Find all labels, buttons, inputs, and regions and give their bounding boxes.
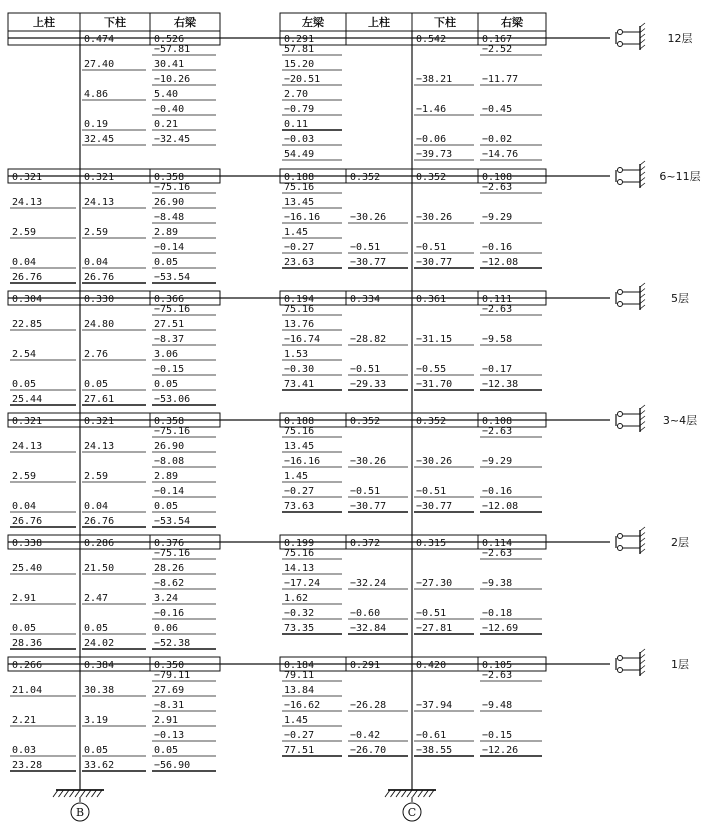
moment-right-0-0-0: 57.81 — [284, 44, 315, 55]
moment-right-0-2-3: −11.77 — [482, 74, 519, 85]
moment-right-1-2-0: −16.16 — [284, 212, 321, 223]
df-right-0-2: 0.542 — [416, 34, 447, 45]
df-right-5-3: 0.105 — [482, 660, 513, 671]
df-right-3-1: 0.352 — [350, 416, 381, 427]
moment-right-0-1-0: 15.20 — [284, 59, 315, 70]
moment-right-1-1-0: 13.45 — [284, 197, 315, 208]
moment-left-3-6-1: 26.76 — [84, 516, 115, 527]
df-left-4-1: 0.286 — [84, 538, 115, 549]
base-hatch-B-7 — [92, 790, 97, 797]
support-hatch-1-0 — [640, 161, 645, 165]
moment-right-2-0-3: −2.63 — [482, 304, 513, 315]
base-hatch-C-2 — [396, 790, 401, 797]
moment-left-2-3-1: 2.76 — [84, 349, 109, 360]
moment-right-1-4-2: −0.51 — [416, 242, 447, 253]
axis-label-1: C — [407, 806, 417, 819]
moment-left-1-6-2: −53.54 — [154, 272, 191, 283]
df-left-2-0: 0.304 — [12, 294, 43, 305]
moment-left-5-4-2: −0.13 — [154, 730, 185, 741]
df-right-5-2: 0.420 — [416, 660, 447, 671]
base-hatch-B-8 — [97, 790, 102, 797]
moment-right-3-4-1: −0.51 — [350, 486, 381, 497]
moment-left-0-2-2: −10.26 — [154, 74, 191, 85]
base-hatch-C-0 — [385, 790, 390, 797]
header-right-2: 下柱 — [434, 16, 456, 29]
support-roller-bottom-4 — [618, 546, 623, 551]
diagram-text — [12, 15, 701, 819]
moment-left-5-2-2: −8.31 — [154, 700, 185, 711]
moment-left-0-6-2: −32.45 — [154, 134, 191, 145]
moment-right-4-5-2: −27.81 — [416, 623, 453, 634]
df-left-1-1: 0.321 — [84, 172, 115, 183]
base-hatch-C-4 — [407, 790, 412, 797]
moment-right-2-4-0: −0.30 — [284, 364, 315, 375]
moment-left-4-3-2: 3.24 — [154, 593, 179, 604]
moment-right-0-0-3: −2.52 — [482, 44, 513, 55]
moment-left-2-6-1: 27.61 — [84, 394, 115, 405]
moment-left-5-1-0: 21.04 — [12, 685, 43, 696]
support-roller-top-4 — [618, 534, 623, 539]
moment-right-1-4-1: −0.51 — [350, 242, 381, 253]
moment-left-4-4-2: −0.16 — [154, 608, 185, 619]
moment-left-2-6-2: −53.06 — [154, 394, 191, 405]
moment-left-2-0-2: −75.16 — [154, 304, 191, 315]
header-left-2: 右梁 — [174, 16, 196, 29]
moment-right-5-2-0: −16.62 — [284, 700, 321, 711]
moment-right-2-0-0: 75.16 — [284, 304, 315, 315]
moment-right-1-3-0: 1.45 — [284, 227, 309, 238]
moment-left-3-6-2: −53.54 — [154, 516, 191, 527]
moment-right-3-2-3: −9.29 — [482, 456, 513, 467]
moment-left-3-5-1: 0.04 — [84, 501, 109, 512]
moment-right-1-0-3: −2.63 — [482, 182, 513, 193]
support-roller-top-3 — [618, 412, 623, 417]
moment-right-4-3-0: 1.62 — [284, 593, 309, 604]
moment-right-3-0-3: −2.63 — [482, 426, 513, 437]
support-roller-bottom-3 — [618, 424, 623, 429]
df-right-4-2: 0.315 — [416, 538, 447, 549]
moment-left-2-3-2: 3.06 — [154, 349, 179, 360]
moment-right-1-5-3: −12.08 — [482, 257, 519, 268]
moment-right-5-5-3: −12.26 — [482, 745, 519, 756]
moment-left-5-3-0: 2.21 — [12, 715, 37, 726]
moment-right-4-0-0: 75.16 — [284, 548, 315, 559]
moment-right-0-7-0: 54.49 — [284, 149, 315, 160]
moment-right-2-5-3: −12.38 — [482, 379, 519, 390]
base-hatch-C-8 — [429, 790, 434, 797]
base-hatch-B-6 — [86, 790, 91, 797]
moment-left-5-5-0: 0.03 — [12, 745, 37, 756]
moment-left-2-1-0: 22.85 — [12, 319, 43, 330]
moment-right-0-7-2: −39.73 — [416, 149, 453, 160]
support-hatch-2-0 — [640, 283, 645, 287]
moment-left-0-1-2: 30.41 — [154, 59, 185, 70]
df-right-4-3: 0.114 — [482, 538, 513, 549]
df-right-1-2: 0.352 — [416, 172, 447, 183]
moment-right-1-5-2: −30.77 — [416, 257, 453, 268]
moment-left-3-2-2: −8.08 — [154, 456, 185, 467]
moment-right-4-2-3: −9.38 — [482, 578, 513, 589]
moment-right-2-4-1: −0.51 — [350, 364, 381, 375]
support-hatch-0-1 — [640, 29, 645, 33]
moment-left-4-0-2: −75.16 — [154, 548, 191, 559]
moment-left-1-6-1: 26.76 — [84, 272, 115, 283]
moment-right-5-5-0: 77.51 — [284, 745, 315, 756]
base-hatch-C-5 — [413, 790, 418, 797]
moment-left-0-6-1: 32.45 — [84, 134, 115, 145]
support-hatch-5-2 — [640, 660, 645, 664]
moment-right-2-2-1: −28.82 — [350, 334, 387, 345]
support-hatch-2-1 — [640, 289, 645, 293]
moment-right-5-4-3: −0.15 — [482, 730, 513, 741]
moment-right-4-4-0: −0.32 — [284, 608, 315, 619]
moment-left-5-5-2: 0.05 — [154, 745, 179, 756]
moment-left-5-0-2: −79.11 — [154, 670, 191, 681]
floor-label-1: 6~11层 — [659, 170, 701, 183]
moment-right-5-4-1: −0.42 — [350, 730, 381, 741]
support-hatch-3-2 — [640, 416, 645, 420]
support-hatch-1-3 — [640, 178, 645, 182]
df-left-3-2: 0.358 — [154, 416, 185, 427]
moment-right-3-2-1: −30.26 — [350, 456, 387, 467]
df-left-3-0: 0.321 — [12, 416, 43, 427]
support-roller-top-0 — [618, 30, 623, 35]
df-left-1-2: 0.358 — [154, 172, 185, 183]
base-hatch-B-3 — [70, 790, 75, 797]
df-right-3-2: 0.352 — [416, 416, 447, 427]
moment-right-0-4-2: −1.46 — [416, 104, 447, 115]
df-right-1-0: 0.188 — [284, 172, 315, 183]
header-right-0: 左梁 — [302, 16, 324, 29]
moment-left-3-4-2: −0.14 — [154, 486, 185, 497]
moment-right-2-3-0: 1.53 — [284, 349, 309, 360]
moment-left-3-5-0: 0.04 — [12, 501, 37, 512]
moment-left-2-4-2: −0.15 — [154, 364, 185, 375]
support-hatch-4-4 — [640, 549, 645, 553]
moment-left-4-3-1: 2.47 — [84, 593, 109, 604]
moment-right-3-5-1: −30.77 — [350, 501, 387, 512]
moment-right-4-5-3: −12.69 — [482, 623, 519, 634]
moment-right-4-4-2: −0.51 — [416, 608, 447, 619]
moment-right-0-2-0: −20.51 — [284, 74, 321, 85]
moment-left-4-5-1: 0.05 — [84, 623, 109, 634]
df-left-3-1: 0.321 — [84, 416, 115, 427]
moment-right-0-7-3: −14.76 — [482, 149, 519, 160]
support-hatch-4-2 — [640, 538, 645, 542]
moment-left-0-5-1: 0.19 — [84, 119, 109, 130]
moment-right-5-4-2: −0.61 — [416, 730, 447, 741]
floor-label-0: 12层 — [667, 32, 693, 45]
moment-right-1-2-3: −9.29 — [482, 212, 513, 223]
moment-right-5-0-0: 79.11 — [284, 670, 315, 681]
df-right-1-3: 0.108 — [482, 172, 513, 183]
moment-left-5-1-2: 27.69 — [154, 685, 185, 696]
moment-left-0-3-2: 5.40 — [154, 89, 179, 100]
moment-right-4-5-1: −32.84 — [350, 623, 387, 634]
moment-left-3-3-0: 2.59 — [12, 471, 37, 482]
df-right-0-3: 0.167 — [482, 34, 513, 45]
df-right-5-0: 0.184 — [284, 660, 315, 671]
moment-left-4-5-2: 0.06 — [154, 623, 179, 634]
moment-right-1-5-0: 23.63 — [284, 257, 315, 268]
moment-right-4-0-3: −2.63 — [482, 548, 513, 559]
df-right-3-0: 0.188 — [284, 416, 315, 427]
support-hatch-4-1 — [640, 533, 645, 537]
base-hatch-B-0 — [53, 790, 58, 797]
moment-left-3-1-1: 24.13 — [84, 441, 115, 452]
moment-left-2-5-0: 0.05 — [12, 379, 37, 390]
floor-label-2: 5层 — [671, 292, 689, 305]
moment-left-3-3-1: 2.59 — [84, 471, 109, 482]
df-right-2-2: 0.361 — [416, 294, 447, 305]
base-hatch-B-5 — [81, 790, 86, 797]
moment-left-0-5-2: 0.21 — [154, 119, 179, 130]
base-hatch-B-1 — [59, 790, 64, 797]
base-hatch-B-2 — [64, 790, 69, 797]
df-right-2-0: 0.194 — [284, 294, 315, 305]
moment-left-5-5-1: 0.05 — [84, 745, 109, 756]
moment-right-2-2-2: −31.15 — [416, 334, 453, 345]
moment-right-2-2-0: −16.74 — [284, 334, 321, 345]
base-hatch-C-1 — [391, 790, 396, 797]
support-roller-top-1 — [618, 168, 623, 173]
support-hatch-1-4 — [640, 183, 645, 187]
moment-left-4-1-1: 21.50 — [84, 563, 115, 574]
moment-left-1-5-1: 0.04 — [84, 257, 109, 268]
moment-right-0-2-2: −38.21 — [416, 74, 453, 85]
moment-left-0-1-1: 27.40 — [84, 59, 115, 70]
support-hatch-0-2 — [640, 34, 645, 38]
moment-left-0-4-2: −0.40 — [154, 104, 185, 115]
moment-right-1-2-2: −30.26 — [416, 212, 453, 223]
df-right-4-0: 0.199 — [284, 538, 315, 549]
moment-left-3-1-0: 24.13 — [12, 441, 43, 452]
moment-right-1-0-0: 75.16 — [284, 182, 315, 193]
moment-left-4-3-0: 2.91 — [12, 593, 37, 604]
moment-right-1-4-0: −0.27 — [284, 242, 315, 253]
moment-right-3-4-2: −0.51 — [416, 486, 447, 497]
moment-left-2-2-2: −8.37 — [154, 334, 185, 345]
moment-left-5-3-2: 2.91 — [154, 715, 179, 726]
support-roller-bottom-0 — [618, 42, 623, 47]
moment-left-3-3-2: 2.89 — [154, 471, 179, 482]
floor-label-3: 3~4层 — [662, 414, 698, 427]
moment-left-2-3-0: 2.54 — [12, 349, 37, 360]
moment-left-1-1-1: 24.13 — [84, 197, 115, 208]
df-left-5-0: 0.266 — [12, 660, 43, 671]
df-right-5-1: 0.291 — [350, 660, 381, 671]
moment-right-1-2-1: −30.26 — [350, 212, 387, 223]
moment-right-5-2-2: −37.94 — [416, 700, 453, 711]
moment-right-3-5-3: −12.08 — [482, 501, 519, 512]
moment-left-3-0-2: −75.16 — [154, 426, 191, 437]
moment-right-4-2-0: −17.24 — [284, 578, 321, 589]
df-left-0-1: 0.474 — [84, 34, 115, 45]
moment-left-4-1-2: 28.26 — [154, 563, 185, 574]
moment-right-3-5-2: −30.77 — [416, 501, 453, 512]
support-hatch-0-3 — [640, 40, 645, 44]
support-hatch-2-3 — [640, 300, 645, 304]
moment-right-5-5-2: −38.55 — [416, 745, 453, 756]
moment-left-1-5-2: 0.05 — [154, 257, 179, 268]
moment-left-5-6-1: 33.62 — [84, 760, 115, 771]
moment-left-1-1-0: 24.13 — [12, 197, 43, 208]
support-hatch-5-4 — [640, 671, 645, 675]
support-roller-top-5 — [618, 656, 623, 661]
moment-right-4-2-2: −27.30 — [416, 578, 453, 589]
support-hatch-3-1 — [640, 411, 645, 415]
df-left-5-1: 0.384 — [84, 660, 115, 671]
df-left-4-0: 0.338 — [12, 538, 43, 549]
moment-right-1-4-3: −0.16 — [482, 242, 513, 253]
df-right-3-3: 0.108 — [482, 416, 513, 427]
moment-right-3-4-0: −0.27 — [284, 486, 315, 497]
moment-left-1-4-2: −0.14 — [154, 242, 185, 253]
moment-right-2-4-2: −0.55 — [416, 364, 447, 375]
moment-right-5-1-0: 13.84 — [284, 685, 315, 696]
moment-right-3-2-2: −30.26 — [416, 456, 453, 467]
moment-right-0-6-3: −0.02 — [482, 134, 513, 145]
df-right-1-1: 0.352 — [350, 172, 381, 183]
support-hatch-2-2 — [640, 294, 645, 298]
df-right-2-1: 0.334 — [350, 294, 381, 305]
support-roller-top-2 — [618, 290, 623, 295]
moment-left-4-6-1: 24.02 — [84, 638, 115, 649]
moment-left-3-6-0: 26.76 — [12, 516, 43, 527]
moment-right-5-5-1: −26.70 — [350, 745, 387, 756]
moment-right-2-5-2: −31.70 — [416, 379, 453, 390]
moment-left-5-6-2: −56.90 — [154, 760, 191, 771]
moment-left-3-1-2: 26.90 — [154, 441, 185, 452]
df-right-2-3: 0.111 — [482, 294, 513, 305]
support-hatch-3-4 — [640, 427, 645, 431]
moment-right-4-5-0: 73.35 — [284, 623, 315, 634]
support-hatch-3-3 — [640, 422, 645, 426]
moment-left-5-3-1: 3.19 — [84, 715, 109, 726]
moment-right-2-5-1: −29.33 — [350, 379, 387, 390]
moment-right-0-3-0: 2.70 — [284, 89, 309, 100]
moment-left-4-6-0: 28.36 — [12, 638, 43, 649]
moment-right-3-4-3: −0.16 — [482, 486, 513, 497]
moment-right-0-6-2: −0.06 — [416, 134, 447, 145]
moment-left-5-1-1: 30.38 — [84, 685, 115, 696]
moment-left-1-3-0: 2.59 — [12, 227, 37, 238]
moment-left-4-2-2: −8.62 — [154, 578, 185, 589]
moment-left-0-0-2: −57.81 — [154, 44, 191, 55]
base-hatch-C-7 — [424, 790, 429, 797]
support-roller-bottom-1 — [618, 180, 623, 185]
moment-right-4-1-0: 14.13 — [284, 563, 315, 574]
moment-right-0-6-0: −0.03 — [284, 134, 315, 145]
moment-left-2-1-1: 24.80 — [84, 319, 115, 330]
support-hatch-4-0 — [640, 527, 645, 531]
support-roller-bottom-2 — [618, 302, 623, 307]
support-hatch-1-1 — [640, 167, 645, 171]
moment-left-2-5-1: 0.05 — [84, 379, 109, 390]
moment-right-5-3-0: 1.45 — [284, 715, 309, 726]
moment-right-3-0-0: 75.16 — [284, 426, 315, 437]
moment-right-2-4-3: −0.17 — [482, 364, 513, 375]
moment-right-5-4-0: −0.27 — [284, 730, 315, 741]
df-left-2-2: 0.366 — [154, 294, 185, 305]
moment-right-0-4-0: −0.79 — [284, 104, 315, 115]
moment-right-0-4-3: −0.45 — [482, 104, 513, 115]
moment-left-4-6-2: −52.38 — [154, 638, 191, 649]
moment-left-1-3-2: 2.89 — [154, 227, 179, 238]
support-hatch-5-1 — [640, 655, 645, 659]
moment-left-1-6-0: 26.76 — [12, 272, 43, 283]
support-hatch-1-2 — [640, 172, 645, 176]
moment-left-1-5-0: 0.04 — [12, 257, 37, 268]
header-right-1: 上柱 — [368, 16, 390, 29]
df-right-0-0: 0.291 — [284, 34, 315, 45]
floor-label-5: 1层 — [671, 658, 689, 671]
moment-right-3-5-0: 73.63 — [284, 501, 315, 512]
moment-left-1-2-2: −8.48 — [154, 212, 185, 223]
support-hatch-5-0 — [640, 649, 645, 653]
moment-right-4-2-1: −32.24 — [350, 578, 387, 589]
moment-left-2-1-2: 27.51 — [154, 319, 185, 330]
support-hatch-0-0 — [640, 23, 645, 27]
header-left-1: 下柱 — [104, 16, 126, 29]
support-roller-bottom-5 — [618, 668, 623, 673]
moment-right-5-2-1: −26.28 — [350, 700, 387, 711]
base-hatch-C-6 — [418, 790, 423, 797]
df-left-4-2: 0.376 — [154, 538, 185, 549]
moment-right-5-2-3: −9.48 — [482, 700, 513, 711]
df-left-5-2: 0.350 — [154, 660, 185, 671]
moment-right-2-5-0: 73.41 — [284, 379, 315, 390]
moment-right-2-2-3: −9.58 — [482, 334, 513, 345]
moment-left-0-3-1: 4.86 — [84, 89, 109, 100]
support-hatch-4-3 — [640, 544, 645, 548]
moment-right-4-4-1: −0.60 — [350, 608, 381, 619]
moment-left-1-0-2: −75.16 — [154, 182, 191, 193]
moment-right-0-5-0: 0.11 — [284, 119, 309, 130]
support-hatch-5-3 — [640, 666, 645, 670]
moment-right-1-5-1: −30.77 — [350, 257, 387, 268]
moment-right-3-2-0: −16.16 — [284, 456, 321, 467]
moment-left-4-5-0: 0.05 — [12, 623, 37, 634]
base-hatch-B-4 — [75, 790, 80, 797]
df-left-2-1: 0.330 — [84, 294, 115, 305]
header-left-0: 上柱 — [33, 16, 55, 29]
support-hatch-3-0 — [640, 405, 645, 409]
moment-left-1-1-2: 26.90 — [154, 197, 185, 208]
axis-label-0: B — [75, 806, 85, 819]
df-right-4-1: 0.372 — [350, 538, 381, 549]
moment-right-5-0-3: −2.63 — [482, 670, 513, 681]
header-right-3: 右梁 — [501, 16, 523, 29]
moment-left-2-6-0: 25.44 — [12, 394, 43, 405]
moment-left-5-6-0: 23.28 — [12, 760, 43, 771]
support-hatch-0-4 — [640, 45, 645, 49]
moment-left-1-3-1: 2.59 — [84, 227, 109, 238]
moment-right-3-3-0: 1.45 — [284, 471, 309, 482]
moment-right-4-4-3: −0.18 — [482, 608, 513, 619]
moment-left-4-1-0: 25.40 — [12, 563, 43, 574]
df-left-0-2: 0.526 — [154, 34, 185, 45]
support-hatch-2-4 — [640, 305, 645, 309]
moment-left-3-5-2: 0.05 — [154, 501, 179, 512]
base-hatch-C-3 — [402, 790, 407, 797]
df-left-1-0: 0.321 — [12, 172, 43, 183]
floor-label-4: 2层 — [671, 536, 689, 549]
moment-left-2-5-2: 0.05 — [154, 379, 179, 390]
moment-right-2-1-0: 13.76 — [284, 319, 315, 330]
moment-right-3-1-0: 13.45 — [284, 441, 315, 452]
